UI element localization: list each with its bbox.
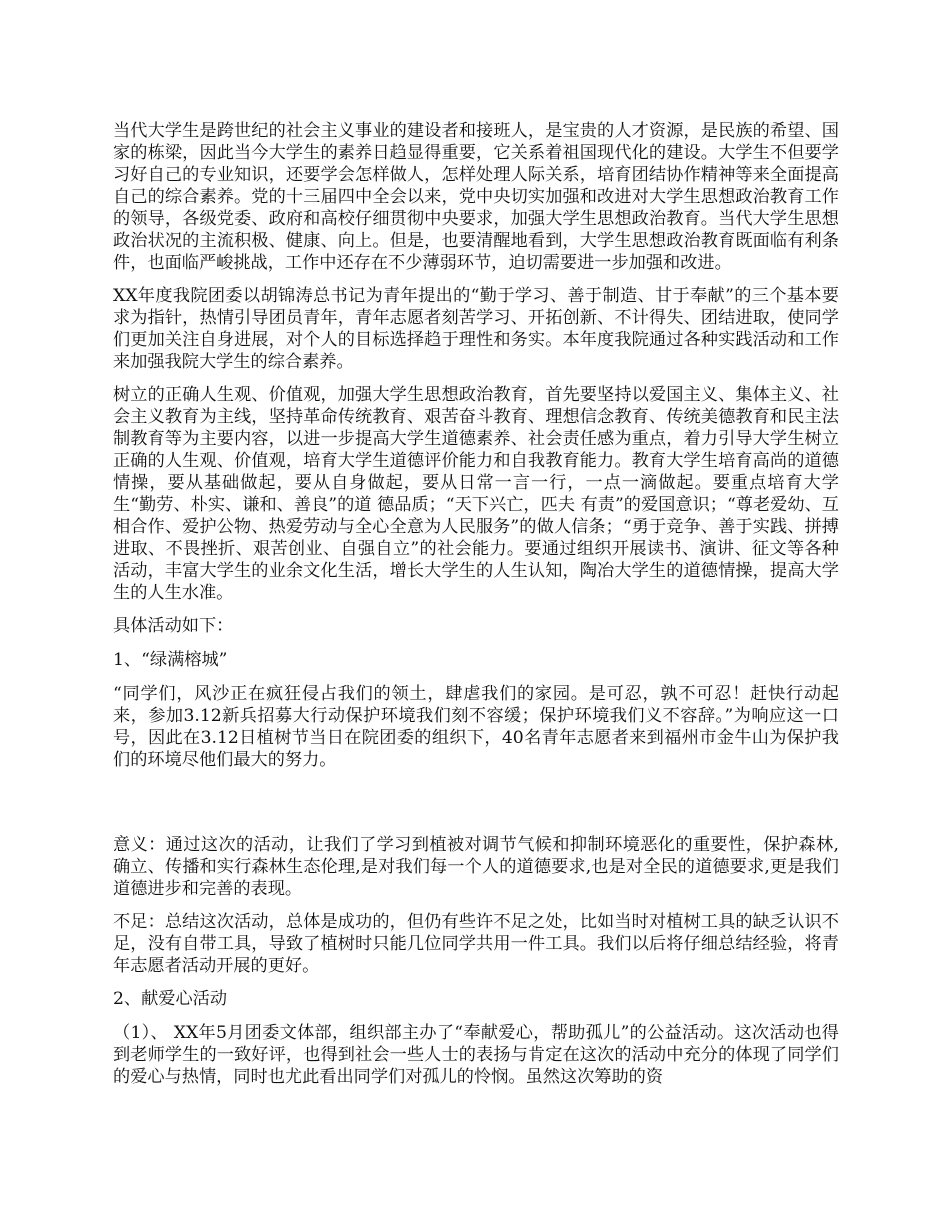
intro-paragraph: 当代大学生是跨世纪的社会主义事业的建设者和接班人，是宝贵的人才资源，是民族的希望、国家的栋梁，因此当今大学生的素养日趋显得重要，它关系着祖国现代化的建设。大学生不但要学习好自己的专业知识，还要学会怎样做人，怎样处理人际关系，培育团结协作精神等来全面提高自己的综合素养。党的十三届四中全会以来，党中央切实加强和改进对大学生思想政治教育工作的领导，各级党委、政府和高校仔细贯彻中央要求，加强大学生思想政治教育。当代大学生思想政治状况的主流积极、健康、向上。但是，也要清醒地看到，大学生思想政治教育既面临有利条件，也面临严峻挑战，工作中还存在不少薄弱环节，迫切需要进一步加强和改进。 [113, 121, 839, 273]
section-heading-green-city: 1、“绿满榕城” [113, 650, 228, 670]
tree-planting-paragraph: “同学们，风沙正在疯狂侵占我们的领土，肆虐我们的家园。是可忍，孰不可忍！赶快行动起来，参加3.12新兵招募大行动保护环境我们刻不容缓；保护环境我们义不容辞。”为响应这一口号，因此在3.12日植树节当日在院团委的组织下，40名青年志愿者来到福州市金牛山为保护我们的环境尽他们最大的努力。 [113, 684, 839, 770]
shortcomings-paragraph: 不足：总结这次活动，总体是成功的，但仍有些许不足之处，比如当时对植树工具的缺乏认识不足，没有自带工具，导致了植树时只能几位同学共用一件工具。我们以后将仔细总结经验，将青年志愿者活动开展的更好。 [113, 912, 839, 976]
annual-work-paragraph: XX年度我院团委以胡锦涛总书记为青年提出的“勤于学习、善于制造、甘于奉献”的三个基本要求为指针，热情引导团员青年，青年志愿者刻苦学习、开拓创新、不计得失、团结进取，使同学们更加关注自身进展，对个人的目标选择趋于理性和务实。本年度我院通过各种实践活动和工作来加强我院大学生的综合素养。 [113, 286, 839, 372]
section-heading-charity: 2、献爱心活动 [113, 989, 228, 1009]
blank-spacer [113, 782, 839, 834]
significance-paragraph: 意义：通过这次的活动，让我们了学习到植被对调节气候和抑制环境恶化的重要性，保护森林,确立、传播和实行森林生态伦理,是对我们每一个人的道德要求,也是对全民的道德要求,更是我们道德进步和完善的表现。 [113, 835, 839, 899]
document-body [113, 120, 839, 1099]
charity-paragraph: （1）、 XX年5月团委文体部，组织部主办了“奉献爱心，帮助孤儿”的公益活动。这次活动也得到老师学生的一致好评，也得到社会一些人士的表扬与肯定在这次的活动中充分的体现了同学们的爱心与热情，同时也尤此看出同学们对孤儿的怜悯。虽然这次筹助的资 [113, 1023, 839, 1087]
values-education-paragraph: 树立的正确人生观、价值观，加强大学生思想政治教育，首先要坚持以爱国主义、集体主义、社会主义教育为主线，坚持革命传统教育、艰苦奋斗教育、理想信念教育、传统美德教育和民主法制教育等为主要内容，以进一步提高大学生道德素养、社会责任感为重点，着力引导大学生树立正确的人生观、价值观，培育大学生道德评价能力和自我教育能力。教育大学生培育高尚的道德情操，要从基础做起，要从自身做起，要从日常一言一行，一点一滴做起。要重点培育大学生“勤劳、朴实、谦和、善良”的道 德品质；“天下兴亡，匹夫 有责”的爱国意识；“尊老爱幼、互相合作、爱护公物、热爱劳动与全心全意为人民服务”的做人信条；“勇于竞争、善于实践、拼搏进取、不畏挫折、艰苦创业、自强自立”的社会能力。要通过组织开展读书、演讲、征文等各种活动，丰富大学生的业余文化生活，增长大学生的人生认知，陶冶大学生的道德情操，提高大学生的人生水准。 [113, 385, 839, 603]
activities-intro: 具体活动如下： [113, 616, 234, 636]
